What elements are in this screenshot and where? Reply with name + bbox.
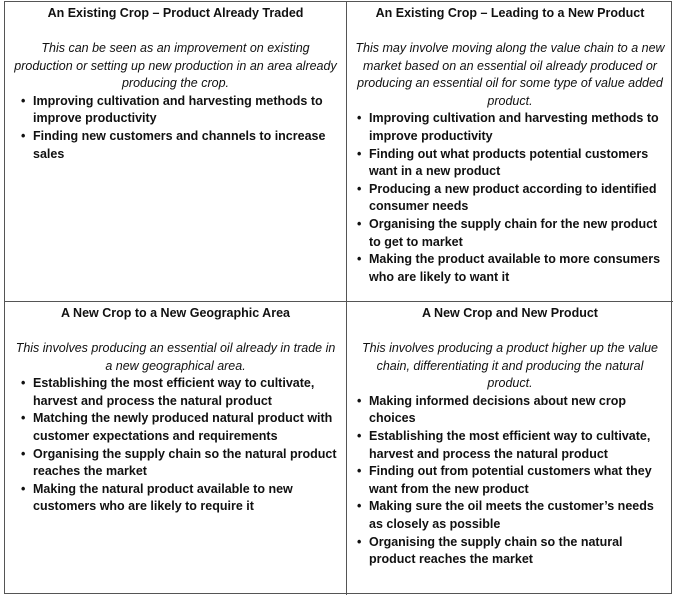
bullet-item: • Making sure the oil meets the customer’s needs as closely as possible [353, 498, 667, 533]
quadrant-title: A New Crop and New Product [422, 306, 598, 320]
bullet-list [11, 93, 340, 163]
quadrant-table [4, 1, 672, 594]
bullet-item: • Improving cultivation and harvesting methods to improve productivity [11, 93, 340, 128]
bullet-item: • Finding out from potential customers what they want from the new product [353, 463, 667, 498]
quadrant-description: This may involve moving along the value chain to a new market based on an essential oil already produced or producing an essential oil for some type of value added product. [355, 41, 665, 108]
bullet-item: • Improving cultivation and harvesting methods to improve productivity [353, 110, 667, 145]
quadrant-description: This can be seen as an improvement on existing production or setting up new production in an area already producing the crop. [14, 41, 337, 91]
quadrant-title: An Existing Crop – Leading to a New Product [375, 6, 645, 20]
quadrant-title: A New Crop to a New Geographic Area [61, 306, 290, 320]
bullet-item: • Producing a new product according to identified consumer needs [353, 181, 667, 216]
bullet-item: • Making informed decisions about new crop choices [353, 393, 667, 428]
quadrant-existing-crop-product-traded [5, 2, 347, 302]
bullet-item: • Matching the newly produced natural product with customer expectations and requirements [11, 410, 340, 445]
quadrant-existing-crop-new-product [347, 2, 673, 302]
bullet-item: • Establishing the most efficient way to cultivate, harvest and process the natural product [11, 375, 340, 410]
bullet-list [353, 110, 667, 286]
quadrant-new-crop-new-product [347, 302, 673, 595]
bullet-item: • Making the product available to more consumers who are likely to want it [353, 251, 667, 286]
bullet-item: • Making the natural product available to new customers who are likely to require it [11, 481, 340, 516]
bullet-list [353, 393, 667, 569]
bullet-item: • Organising the supply chain so the natural product reaches the market [11, 446, 340, 481]
bullet-item: • Establishing the most efficient way to cultivate, harvest and process the natural product [353, 428, 667, 463]
bullet-item: • Finding out what products potential customers want in a new product [353, 146, 667, 181]
bullet-item: • Organising the supply chain so the natural product reaches the market [353, 534, 667, 569]
quadrant-new-crop-new-area [5, 302, 347, 595]
bullet-list [11, 375, 340, 516]
quadrant-title: An Existing Crop – Product Already Traded [47, 6, 304, 20]
bullet-item: • Organising the supply chain for the new product to get to market [353, 216, 667, 251]
quadrant-description: This involves producing a product higher up the value chain, differentiating it and producing the natural product. [361, 341, 658, 391]
quadrant-description: This involves producing an essential oil already in trade in a new geographical area. [15, 341, 336, 373]
bullet-item: • Finding new customers and channels to increase sales [11, 128, 340, 163]
